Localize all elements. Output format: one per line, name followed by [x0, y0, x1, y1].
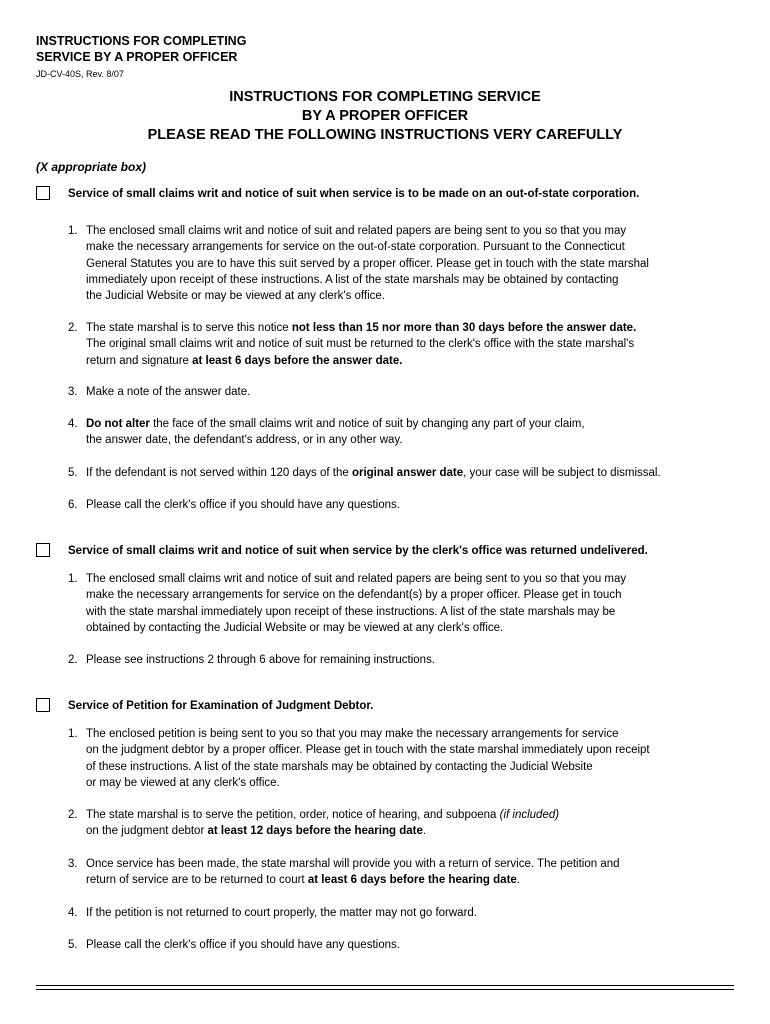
- page-title: [0, 88, 770, 145]
- item-number: 5.: [68, 467, 78, 479]
- header-line-1: INSTRUCTIONS FOR COMPLETING: [36, 34, 247, 48]
- footer-divider: [36, 985, 734, 986]
- item-text: , your case will be subject to dismissal.: [463, 467, 661, 479]
- item-text-line: Please call the clerk's office if you should have any questions.: [86, 939, 400, 951]
- form-header: [36, 33, 246, 65]
- item-number: 2.: [68, 654, 78, 666]
- item-number: 4.: [68, 418, 78, 430]
- item-text: The state marshal is to serve the petition, order, notice of hearing, and subpoena: [86, 809, 500, 821]
- item-text-bold: at least 6 days before the hearing date: [307, 874, 517, 887]
- item-text: return of service are to be returned to court: [86, 874, 308, 887]
- item-text-line: immediately upon receipt of these instructions. A list of the state marshals may be obtained by contacting: [86, 273, 619, 286]
- item-number: 1.: [68, 573, 78, 585]
- item-text-line: The enclosed small claims writ and notice of suit and related papers are being sent to you so that you may: [86, 225, 627, 237]
- item-number: 1.: [68, 728, 78, 740]
- checkbox-returned-undelivered[interactable]: [36, 543, 50, 557]
- item-number: 3.: [68, 858, 78, 870]
- item-text: return and signature: [86, 354, 193, 367]
- item-text-bold: at least 12 days before the hearing date: [207, 825, 423, 838]
- item-number: 4.: [68, 907, 78, 919]
- item-number: 3.: [68, 386, 78, 398]
- checkbox-judgment-debtor[interactable]: [36, 698, 50, 712]
- item-text-line: The original small claims writ and notice of suit must be returned to the clerk's office with the state marshal's: [86, 338, 635, 351]
- section-title: Service of Petition for Examination of Judgment Debtor.: [68, 700, 374, 712]
- item-text: the face of the small claims writ and notice of suit by changing any part of your claim,: [149, 418, 585, 430]
- item-text-line: make the necessary arrangements for service on the out-of-state corporation. Pursuant to the Connecticut: [86, 241, 625, 254]
- item-text-line: on the judgment debtor by a proper officer. Please get in touch with the state marshal immediately upon receipt: [86, 744, 650, 757]
- item-text: If the defendant is not served within 120 days of the: [86, 467, 352, 479]
- section-title: Service of small claims writ and notice of suit when service by the clerk's office was returned undelivered.: [68, 545, 648, 557]
- checkbox-out-of-state-corporation[interactable]: [36, 186, 50, 200]
- item-text-line: with the state marshal immediately upon receipt of these instructions. A list of the state marshals may be: [86, 605, 616, 618]
- item-text-bold: not less than 15 nor more than 30 days before the answer date.: [291, 322, 637, 334]
- item-text-line: Make a note of the answer date.: [86, 386, 251, 398]
- item-text: The state marshal is to serve this notice: [86, 322, 292, 334]
- item-text: on the judgment debtor: [86, 825, 208, 838]
- item-text-bold: Do not alter: [86, 418, 150, 430]
- item-text: .: [516, 874, 521, 887]
- item-text-line: Once service has been made, the state marshal will provide you with a return of service. The petition and: [86, 858, 620, 870]
- item-number: 6.: [68, 499, 78, 511]
- item-text-bold: at least 6 days before the answer date.: [192, 354, 403, 367]
- item-text-line: the Judicial Website or may be viewed at any clerk's office.: [86, 290, 385, 303]
- item-number: 1.: [68, 225, 78, 237]
- item-text: .: [422, 825, 427, 838]
- header-line-2: SERVICE BY A PROPER OFFICER: [36, 50, 238, 64]
- x-appropriate-box-note: (X appropriate box): [36, 160, 147, 174]
- item-text-line: The enclosed petition is being sent to you so that you may make the necessary arrangements for service: [86, 728, 619, 740]
- title-line-1: INSTRUCTIONS FOR COMPLETING SERVICE: [229, 89, 541, 105]
- item-text-bold: original answer date: [351, 467, 464, 479]
- item-text-line: obtained by contacting the Judicial Website or may be viewed at any clerk's office.: [86, 621, 504, 634]
- item-number: 2.: [68, 322, 78, 334]
- item-number: 5.: [68, 939, 78, 951]
- footer-divider: [36, 989, 734, 990]
- item-text-line: Please call the clerk's office if you should have any questions.: [86, 499, 400, 511]
- item-text-line: of these instructions. A list of the state marshals may be obtained by contacting the Judicial Website: [86, 760, 593, 773]
- item-text-line: If the petition is not returned to court properly, the matter may not go forward.: [86, 907, 477, 919]
- title-line-2: BY A PROPER OFFICER: [301, 108, 469, 124]
- item-text-line: Please see instructions 2 through 6 above for remaining instructions.: [86, 654, 436, 666]
- title-line-3: PLEASE READ THE FOLLOWING INSTRUCTIONS VERY CAREFULLY: [147, 127, 623, 143]
- item-text-line: The enclosed small claims writ and notice of suit and related papers are being sent to you so that you may: [86, 573, 627, 585]
- item-text-line: or may be viewed at any clerk's office.: [86, 776, 280, 789]
- item-text-line: the answer date, the defendant's address, or in any other way.: [86, 434, 403, 447]
- item-text-line: make the necessary arrangements for service on the defendant(s) by a proper officer. Please get in touch: [86, 589, 622, 602]
- section-title: Service of small claims writ and notice of suit when service is to be made on an out-of-state corporation.: [68, 188, 640, 200]
- item-number: 2.: [68, 809, 78, 821]
- item-text-line: General Statutes you are to have this suit served by a proper officer. Please get in touch with the state marshal: [86, 257, 649, 270]
- item-text-italic: (if included): [499, 809, 560, 821]
- form-number: JD-CV-40S, Rev. 8/07: [36, 69, 124, 79]
